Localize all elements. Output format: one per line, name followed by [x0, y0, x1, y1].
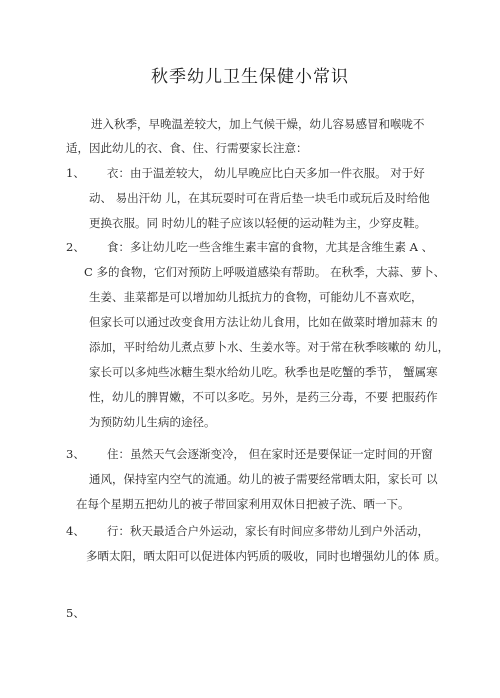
- item-5-number: 5、: [66, 606, 85, 620]
- item-4-line-2: 多晒太阳，晒太阳可以促进体内钙质的吸收，同时也增强幼儿的体 质。: [86, 549, 447, 563]
- item-4-line-1: 行：秋天最适合户外运动，家长有时间应多带幼儿到户外活动，: [107, 524, 429, 538]
- item-1-line-1: 衣：由于温差较大， 幼儿早晚应比白天多加一件衣服。 对于好: [107, 166, 425, 180]
- item-2-line-6: 家长可以多炖些冰糖生梨水给幼儿吃。秋季也是吃蟹的季节， 蟹属寒: [89, 365, 438, 379]
- item-3-number: 3、: [66, 447, 85, 461]
- item-1-line-3: 更换衣服。同 时幼儿的鞋子应该以轻便的运动鞋为主，少穿皮鞋。: [89, 216, 427, 230]
- intro-line-2: 适，因此幼儿的衣、食、住、行需要家长注意：: [66, 141, 308, 155]
- item-2-line-3: 生姜、韭菜都是可以增加幼儿抵抗力的食物，可能幼儿不喜欢吃，: [89, 290, 423, 304]
- item-4-number: 4、: [66, 524, 85, 538]
- intro-line-1: 进入秋季，早晚温差较大，加上气候干燥，幼儿容易感冒和喉咙不: [91, 117, 425, 131]
- item-2-line-5: 添加，平时给幼儿煮点萝卜水、生姜水等。对于常在秋季咳嗽的 幼儿，: [89, 340, 450, 354]
- item-2-number: 2、: [66, 240, 85, 254]
- item-1-number: 1、: [66, 166, 85, 180]
- item-2-line-1: 食：多让幼儿吃一些含维生素丰富的食物，尤其是含维生素 A 、: [107, 240, 434, 254]
- page-title: 秋季幼儿卫生保健小常识: [151, 67, 349, 87]
- item-2-line-7: 性，幼儿的脾胃嫩，不可以多吃。另外，是药三分毒，不要 把服药作: [89, 390, 438, 404]
- item-3-line-3: 在每个星期五把幼儿的被子带回家利用双休日把被子洗、晒一下。: [76, 497, 410, 511]
- item-2-line-8: 为预防幼儿生病的途径。: [89, 415, 216, 429]
- item-1-line-2: 动、 易出汗幼 儿，在其玩耍时可在背后垫一块毛巾或玩后及时给他: [89, 191, 430, 205]
- item-3-line-1: 住：虽然天气会逐渐变冷， 但在家时还是要保证一定时间的开窗: [107, 447, 433, 461]
- item-2-line-4: 但家长可以通过改变食用方法让幼儿食用，比如在做菜时增加蒜末 的: [89, 315, 438, 329]
- item-2-line-2: C 多的食物，它们对预防上呼吸道感染有帮助。 在秋季，大蒜、萝卜、: [84, 265, 446, 279]
- item-3-line-2: 通风，保持室内空气的流通。幼儿的被子需要经常晒太阳，家长可 以: [89, 472, 438, 486]
